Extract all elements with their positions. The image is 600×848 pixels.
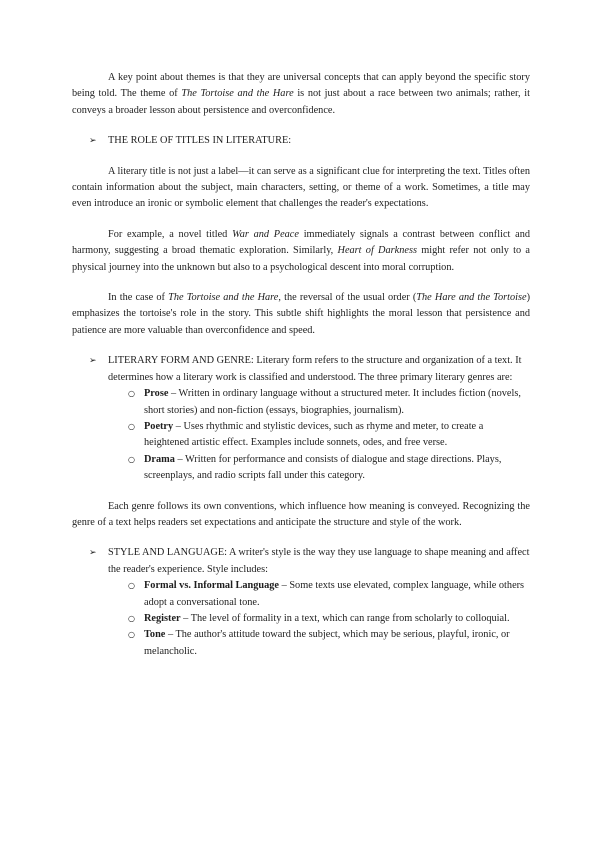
heading-style-language: ➢ STYLE AND LANGUAGE: A writer's style is the way they use language to shape meaning and affect the reader's experience. Style includes:	[89, 547, 530, 575]
heading-literary-form: ➢ LITERARY FORM AND GENRE: Literary form refers to the structure and organization of a text. It determines how a literary work is classified and understood. The three primary literary genres are:	[89, 355, 522, 383]
paragraph-tortoise: In the case of The Tortoise and the Hare, the reversal of the usual order (The Hare and the Tortoise) emphasizes the tortoise's role in the story. This subtle shift highlights the moral lesson that persistence and patience are more valuable than overconfidence and speed.	[72, 292, 530, 336]
arrow-bullet-icon: ➢	[89, 548, 97, 559]
list-item: ○ Register – The level of formality in a text, which can range from scholarly to colloquial.	[144, 611, 530, 627]
circle-bullet-icon: ○	[128, 630, 135, 640]
circle-bullet-icon: ○	[128, 421, 135, 431]
paragraph-genre-conventions: Each genre follows its own conventions, which influence how meaning is conveyed. Recognizing the genre of a text helps readers set expectations and anticipate the structure and style of the work.	[72, 500, 530, 528]
paragraph-themes: A key point about themes is that they are universal concepts that can apply beyond the specific story being told. The theme of The Tortoise and the Hare is not just about a race between two animals; rather, it conveys a broader lesson about persistence and overconfidence.	[72, 72, 530, 116]
style-list	[72, 578, 530, 660]
heading-role-of-titles: ➢ THE ROLE OF TITLES IN LITERATURE:	[72, 133, 530, 149]
arrow-bullet-icon: ➢	[89, 136, 97, 147]
list-item: ○ Tone – The author's attitude toward the subject, which may be serious, playful, ironic, or melancholic.	[128, 629, 510, 657]
list-item: ○ Prose – Written in ordinary language without a structured meter. It includes fiction (novels, short stories) and non-fiction (essays, biographies, journalism).	[128, 388, 521, 416]
list-item: ○ Poetry – Uses rhythmic and stylistic devices, such as rhyme and meter, to create a heightened artistic effect. Examples include sonnets, odes, and free verse.	[128, 420, 484, 449]
genre-list	[72, 386, 530, 484]
paragraph-titles: A literary title is not just a label—it can serve as a significant clue for interpreting the text. Titles often contain information about the subject, main characters, setting, or theme of a work. Sometimes, a title may even introduce an ironic or symbolic element that challenges the reader's expectations.	[72, 165, 530, 210]
document-page	[72, 70, 530, 660]
arrow-bullet-icon: ➢	[89, 356, 97, 367]
paragraph-example: For example, a novel titled War and Peace immediately signals a contrast between conflict and harmony, suggesting a broad thematic exploration. Similarly, Heart of Darkness might refer not only to a physical journey into the unknown but also to a psychological descent into moral corruption.	[72, 228, 530, 273]
list-item: ○ Drama – Written for performance and consists of dialogue and stage directions. Plays, screenplays, and radio scripts fall under this category.	[128, 453, 502, 482]
list-item: ○ Formal vs. Informal Language – Some texts use elevated, complex language, while others adopt a conversational tone.	[128, 580, 525, 608]
circle-bullet-icon: ○	[128, 613, 135, 623]
circle-bullet-icon: ○	[128, 581, 135, 591]
circle-bullet-icon: ○	[128, 389, 135, 399]
circle-bullet-icon: ○	[128, 454, 135, 464]
